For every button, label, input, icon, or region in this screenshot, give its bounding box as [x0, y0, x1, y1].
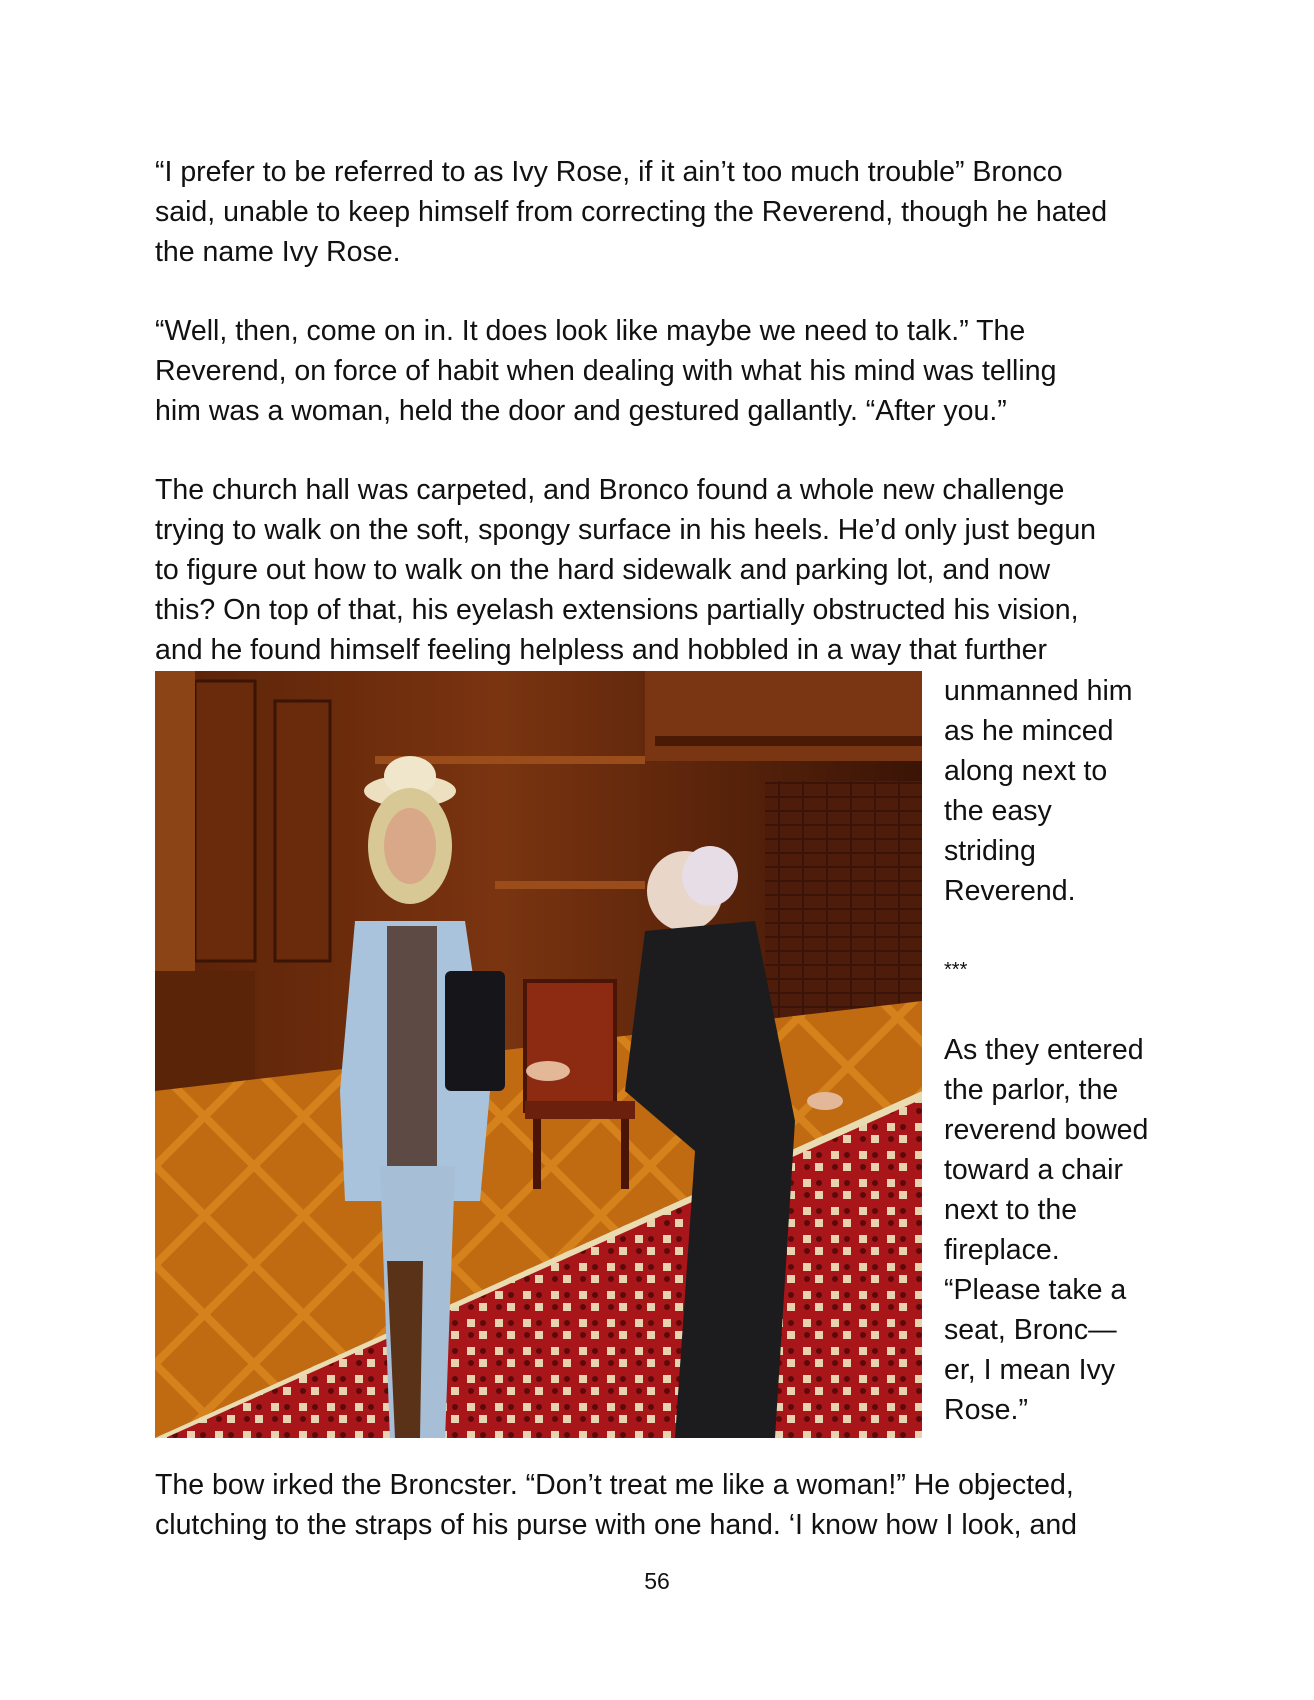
paragraph-3-line-5: and he found himself feeling helpless and hobbled in a way that further: [155, 634, 1048, 666]
side-line-15: fireplace.: [944, 1234, 1060, 1266]
paragraph-3-line-1: The church hall was carpeted, and Bronco found a whole new challenge: [155, 474, 1065, 506]
side-line-4: the easy: [944, 795, 1052, 827]
side-line-1: unmanned him: [944, 675, 1133, 707]
side-line-5: striding: [944, 835, 1036, 867]
side-line-12: reverend bowed: [944, 1114, 1149, 1146]
story-illustration: [155, 671, 922, 1438]
side-line-16: “Please take a: [944, 1274, 1127, 1306]
paragraph-1-line-2: said, unable to keep himself from correcting the Reverend, though he hated: [155, 196, 1108, 228]
side-line-18: er, I mean Ivy: [944, 1354, 1116, 1386]
side-line-10: As they entered: [944, 1034, 1144, 1066]
paragraph-3-line-4: this? On top of that, his eyelash extensions partially obstructed his vision,: [155, 594, 1079, 626]
side-line-19: Rose.”: [944, 1394, 1028, 1426]
paragraph-1-line-3: the name Ivy Rose.: [155, 236, 401, 268]
scene-break: ***: [944, 959, 968, 981]
paragraph-3-line-2: trying to walk on the soft, spongy surface in his heels. He’d only just begun: [155, 514, 1097, 546]
paragraph-2-line-3: him was a woman, held the door and gestured gallantly. “After you.”: [155, 395, 1007, 427]
paragraph-4-line-1: The bow irked the Broncster. “Don’t treat me like a woman!” He objected,: [155, 1469, 1074, 1501]
side-line-11: the parlor, the: [944, 1074, 1119, 1106]
paragraph-1-line-1: “I prefer to be referred to as Ivy Rose, if it ain’t too much trouble” Bronco: [155, 156, 1063, 188]
paragraph-2-line-1: “Well, then, come on in. It does look like maybe we need to talk.” The: [155, 315, 1026, 347]
side-line-17: seat, Bronc—: [944, 1314, 1117, 1346]
page-number: 56: [644, 1568, 670, 1594]
paragraph-2-line-2: Reverend, on force of habit when dealing with what his mind was telling: [155, 355, 1057, 387]
side-line-13: toward a chair: [944, 1154, 1124, 1186]
paragraph-4-line-2: clutching to the straps of his purse with one hand. ‘I know how I look, and: [155, 1509, 1078, 1541]
side-line-3: along next to: [944, 755, 1108, 787]
side-line-2: as he minced: [944, 715, 1114, 747]
paragraph-3-line-3: to figure out how to walk on the hard sidewalk and parking lot, and now: [155, 554, 1051, 586]
side-line-6: Reverend.: [944, 875, 1076, 907]
illustration-scene: [155, 671, 922, 1438]
side-line-14: next to the: [944, 1194, 1078, 1226]
